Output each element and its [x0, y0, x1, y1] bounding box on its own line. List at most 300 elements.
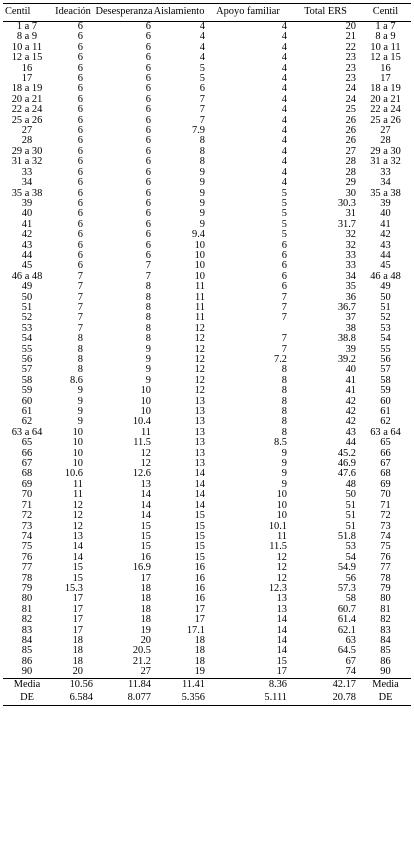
cell-aislamiento: 18	[194, 646, 205, 657]
cell-total-ers: 74	[291, 667, 360, 678]
cell-centil-left: 45	[21, 261, 33, 272]
cell-centil-left: 54	[21, 334, 33, 345]
cell-total-ers: 27	[345, 146, 356, 157]
cell-desesperanza: 11	[140, 427, 151, 438]
cell-aislamiento: 5	[199, 74, 205, 85]
cell-aislamiento: 11	[194, 313, 205, 324]
cell-apoyo-familiar: 4	[281, 105, 287, 116]
cell-centil-left: 79	[21, 583, 33, 594]
table-row	[3, 334, 411, 344]
table-row	[3, 157, 411, 167]
cell-ideacion: 8	[77, 365, 83, 376]
table-row	[3, 511, 411, 521]
cell-apoyo-familiar: 5	[281, 230, 287, 241]
cell-desesperanza: 6	[145, 42, 151, 53]
cell-ideacion: 6	[77, 74, 83, 85]
cell-desesperanza: 8	[145, 302, 151, 313]
cell-total-ers: 21	[345, 32, 356, 43]
table-row	[3, 605, 411, 615]
cell-centil-left: 22 a 24	[11, 105, 43, 116]
cell-desesperanza: 17	[140, 573, 151, 584]
cell-aislamiento: 15	[194, 521, 205, 532]
cell-total-ers: 36.7	[337, 302, 356, 313]
cell-total-ers: 23	[345, 63, 356, 74]
cell-desesperanza: 12	[140, 448, 151, 459]
cell-desesperanza: 18	[140, 583, 151, 594]
cell-desesperanza: 12	[140, 459, 151, 470]
cell-desesperanza: 18	[140, 615, 151, 626]
cell-apoyo-familiar: 8	[281, 407, 287, 418]
cell-aislamiento: 9	[199, 209, 205, 220]
cell-total-ers: 57.3	[337, 583, 356, 594]
cell-centil-right: 29 a 30	[370, 146, 401, 157]
cell-apoyo-familiar: 4	[281, 115, 287, 126]
cell-total-ers: 32	[345, 230, 356, 241]
cell-aislamiento: 8	[199, 136, 205, 147]
cell-centil-right: 20 a 21	[370, 94, 401, 105]
cell-total-ers: 46.9	[337, 459, 356, 470]
cell-total-ers: 30	[345, 188, 356, 199]
cell-desesperanza: 7	[145, 261, 151, 272]
cell-desesperanza: 8	[145, 323, 151, 334]
cell-aislamiento: 5	[199, 63, 205, 74]
cell-desesperanza: 6	[145, 21, 151, 32]
cell-total-ers: 51	[345, 500, 356, 511]
table-row	[3, 646, 411, 656]
cell-ideacion: 10	[72, 448, 83, 459]
cell-apoyo-familiar: 13	[276, 594, 287, 605]
footer-cell-centil-right: DE	[360, 692, 411, 706]
cell-total-ers: 26	[345, 136, 356, 147]
cell-aislamiento: 19	[153, 667, 205, 678]
table-row	[3, 220, 411, 230]
cell-ideacion: 7	[77, 292, 83, 303]
cell-desesperanza: 16.9	[132, 563, 151, 574]
cell-desesperanza: 27	[95, 667, 153, 678]
cell-total-ers: 36	[345, 292, 356, 303]
cell-aislamiento: 4	[199, 32, 205, 43]
table-row	[3, 365, 411, 375]
cell-total-ers: 29	[345, 178, 356, 189]
cell-centil-right: 8 a 9	[375, 32, 396, 43]
cell-aislamiento: 18	[194, 656, 205, 667]
cell-desesperanza: 14	[140, 511, 151, 522]
cell-desesperanza: 10	[140, 407, 151, 418]
table-row	[3, 209, 411, 219]
cell-total-ers: 26	[345, 126, 356, 137]
cell-total-ers: 58	[345, 594, 356, 605]
cell-aislamiento: 11	[194, 282, 205, 293]
cell-desesperanza: 8	[145, 282, 151, 293]
cell-centil-left: 16	[21, 63, 33, 74]
cell-centil-left: 82	[21, 615, 33, 626]
cell-centil-right: 53	[380, 323, 391, 334]
cell-ideacion: 6	[77, 115, 83, 126]
cell-apoyo-familiar: 15	[276, 656, 287, 667]
cell-centil-right: 33	[380, 167, 391, 178]
cell-centil-right: 62	[380, 417, 391, 428]
cell-apoyo-familiar: 10	[276, 500, 287, 511]
footer-cell-aislamiento: 11.41	[153, 678, 205, 692]
cell-aislamiento: 15	[194, 511, 205, 522]
cell-aislamiento: 11	[194, 302, 205, 313]
cell-ideacion: 14	[72, 552, 83, 563]
cell-ideacion: 6	[77, 126, 83, 137]
cell-ideacion: 6	[77, 32, 83, 43]
cell-centil-right: 60	[380, 396, 391, 407]
table-row	[3, 116, 411, 126]
cell-centil-left: 55	[21, 344, 33, 355]
cell-apoyo-familiar: 8	[281, 417, 287, 428]
table-row	[3, 43, 411, 53]
cell-centil-left: 46 a 48	[11, 271, 43, 282]
cell-total-ers: 63	[345, 635, 356, 646]
cell-apoyo-familiar: 8	[281, 427, 287, 438]
cell-centil-left: 68	[21, 469, 33, 480]
cell-apoyo-familiar: 4	[281, 167, 287, 178]
cell-aislamiento: 4	[199, 53, 205, 64]
cell-ideacion: 17	[72, 604, 83, 615]
cell-apoyo-familiar: 10	[276, 511, 287, 522]
footer-cell-desesperanza: 11.84	[95, 678, 153, 692]
cell-centil-left: 1 a 7	[16, 21, 38, 32]
cell-ideacion: 8.6	[70, 375, 83, 386]
cell-centil-left: 85	[21, 646, 33, 657]
cell-desesperanza: 6	[145, 240, 151, 251]
cell-aislamiento: 13	[194, 396, 205, 407]
table-row	[3, 417, 411, 427]
de-row	[3, 692, 411, 706]
cell-desesperanza: 9	[145, 365, 151, 376]
cell-total-ers: 42	[345, 417, 356, 428]
cell-desesperanza: 15	[140, 542, 151, 553]
cell-ideacion: 7	[77, 313, 83, 324]
cell-aislamiento: 4	[199, 21, 205, 32]
cell-aislamiento: 14	[194, 500, 205, 511]
cell-centil-left: 62	[21, 417, 33, 428]
cell-centil-left: 10 a 11	[11, 42, 43, 53]
cell-centil-right: 71	[380, 500, 391, 511]
cell-centil-right: 27	[380, 126, 391, 137]
table-row	[3, 667, 411, 678]
cell-apoyo-familiar: 12	[276, 563, 287, 574]
cell-desesperanza: 6	[145, 250, 151, 261]
cell-total-ers: 23	[345, 53, 356, 64]
cell-total-ers: 35	[345, 282, 356, 293]
cell-aislamiento: 9	[199, 219, 205, 230]
cell-desesperanza: 16	[140, 552, 151, 563]
cell-centil-left: 28	[21, 136, 33, 147]
cell-centil-right: 17	[380, 74, 391, 85]
cell-desesperanza: 9	[145, 375, 151, 386]
table-row	[3, 178, 411, 188]
cell-desesperanza: 6	[145, 32, 151, 43]
cell-apoyo-familiar: 9	[281, 479, 287, 490]
cell-centil-right: 25 a 26	[370, 115, 401, 126]
cell-centil-left: 40	[21, 209, 33, 220]
cell-ideacion: 15	[72, 573, 83, 584]
table-row	[3, 574, 411, 584]
table-row	[3, 657, 411, 667]
cell-centil-left: 8 a 9	[16, 32, 38, 43]
cell-total-ers: 54.9	[337, 563, 356, 574]
cell-centil-right: 61	[380, 407, 391, 418]
header-total-ers: Total ERS	[291, 4, 360, 22]
cell-aislamiento: 15	[194, 552, 205, 563]
cell-centil-right: 79	[380, 583, 391, 594]
cell-ideacion: 6	[77, 209, 83, 220]
cell-total-ers: 31	[345, 209, 356, 220]
cell-aislamiento: 12	[194, 375, 205, 386]
cell-desesperanza: 12.6	[132, 469, 151, 480]
cell-aislamiento: 12	[194, 344, 205, 355]
table-row	[3, 324, 411, 334]
cell-ideacion: 15	[72, 563, 83, 574]
cell-desesperanza: 18	[140, 594, 151, 605]
cell-centil-right: 82	[380, 615, 391, 626]
header-row	[3, 4, 411, 22]
cell-apoyo-familiar: 10	[276, 490, 287, 501]
cell-centil-right: 10 a 11	[370, 42, 401, 53]
cell-centil-right: 51	[380, 302, 391, 313]
cell-total-ers: 25	[345, 105, 356, 116]
cell-centil-right: 45	[380, 261, 391, 272]
cell-centil-right: 70	[380, 490, 391, 501]
cell-apoyo-familiar: 4	[281, 42, 287, 53]
table-row	[3, 407, 411, 417]
cell-total-ers: 43	[345, 427, 356, 438]
cell-centil-right: 56	[380, 355, 391, 365]
cell-apoyo-familiar: 6	[281, 271, 287, 282]
cell-apoyo-familiar: 5	[281, 198, 287, 209]
cell-centil-left: 74	[21, 531, 33, 542]
cell-aislamiento: 12	[194, 355, 205, 365]
cell-ideacion: 9	[77, 386, 83, 397]
cell-centil-left: 56	[21, 355, 33, 365]
cell-aislamiento: 14	[194, 479, 205, 490]
cell-total-ers: 42	[345, 396, 356, 407]
cell-total-ers: 32	[345, 240, 356, 251]
table-footer	[3, 678, 411, 705]
table-row	[3, 105, 411, 115]
cell-apoyo-familiar: 12	[276, 552, 287, 563]
cell-desesperanza: 6	[145, 136, 151, 147]
cell-centil-right: 68	[380, 469, 391, 480]
cell-centil-right: 65	[380, 438, 391, 449]
cell-centil-left: 35 a 38	[11, 188, 43, 199]
table-row	[3, 345, 411, 355]
cell-desesperanza: 15	[140, 531, 151, 542]
cell-centil-right: 44	[380, 250, 391, 261]
cell-apoyo-familiar: 4	[281, 21, 287, 32]
cell-total-ers: 23	[345, 74, 356, 85]
cell-desesperanza: 6	[145, 126, 151, 137]
cell-total-ers: 37	[345, 313, 356, 324]
cell-ideacion: 13	[72, 531, 83, 542]
cell-aislamiento: 17	[194, 604, 205, 615]
cell-total-ers: 67	[345, 656, 356, 667]
cell-desesperanza: 13	[140, 479, 151, 490]
cell-apoyo-familiar: 4	[281, 94, 287, 105]
cell-centil-right: 81	[380, 604, 391, 615]
cell-apoyo-familiar: 14	[276, 646, 287, 657]
cell-ideacion: 9	[77, 407, 83, 418]
cell-ideacion: 10	[72, 427, 83, 438]
cell-centil-left: 61	[21, 407, 33, 418]
cell-centil-left: 67	[21, 459, 33, 470]
cell-total-ers: 51	[345, 521, 356, 532]
cell-ideacion: 17	[72, 625, 83, 636]
cell-apoyo-familiar: 17	[205, 667, 291, 678]
cell-ideacion: 18	[72, 635, 83, 646]
cell-centil-right: 58	[380, 375, 391, 386]
cell-apoyo-familiar: 7	[281, 344, 287, 355]
table-row	[3, 282, 411, 292]
cell-apoyo-familiar: 7	[281, 313, 287, 324]
cell-centil-right: 84	[380, 635, 391, 646]
cell-centil-left: 49	[21, 282, 33, 293]
cell-ideacion: 10.6	[64, 469, 83, 480]
table-body	[3, 22, 411, 679]
footer-cell-aislamiento: 5.356	[153, 692, 205, 706]
cell-ideacion: 7	[77, 302, 83, 313]
cell-centil-right: 46 a 48	[370, 271, 401, 282]
table-row	[3, 428, 411, 438]
cell-total-ers: 28	[345, 157, 356, 168]
cell-ideacion: 8	[77, 355, 83, 365]
cell-total-ers: 45.2	[337, 448, 356, 459]
cell-centil-left: 33	[21, 167, 33, 178]
table-row	[3, 95, 411, 105]
cell-apoyo-familiar: 9	[281, 459, 287, 470]
cell-aislamiento: 14	[194, 469, 205, 480]
cell-centil-left: 75	[21, 542, 33, 553]
cell-centil-left: 53	[21, 323, 33, 334]
cell-total-ers: 64.5	[337, 646, 356, 657]
cell-centil-right: 66	[380, 448, 391, 459]
cell-apoyo-familiar: 12	[276, 573, 287, 584]
cell-ideacion: 6	[77, 188, 83, 199]
cell-centil-left: 50	[21, 292, 33, 303]
table-row	[3, 241, 411, 251]
cell-ideacion: 6	[77, 63, 83, 74]
cell-centil-right: 35 a 38	[370, 188, 401, 199]
cell-aislamiento: 9	[199, 178, 205, 189]
cell-ideacion: 9	[77, 396, 83, 407]
cell-apoyo-familiar: 14	[276, 625, 287, 636]
cell-aislamiento: 6	[199, 84, 205, 95]
cell-ideacion: 8	[77, 344, 83, 355]
cell-centil-left: 12 a 15	[11, 53, 43, 64]
cell-desesperanza: 6	[145, 115, 151, 126]
cell-ideacion: 6	[77, 261, 83, 272]
table-row	[3, 230, 411, 240]
cell-apoyo-familiar: 4	[281, 74, 287, 85]
cell-apoyo-familiar: 5	[281, 219, 287, 230]
cell-ideacion: 10	[72, 459, 83, 470]
cell-ideacion: 7	[77, 323, 83, 334]
cell-total-ers: 34	[345, 271, 356, 282]
cell-centil-left: 72	[21, 511, 33, 522]
cell-ideacion: 6	[77, 178, 83, 189]
cell-centil-left: 18 a 19	[11, 84, 43, 95]
cell-apoyo-familiar: 8	[281, 386, 287, 397]
cell-centil-right: 41	[380, 219, 391, 230]
cell-total-ers: 56	[345, 573, 356, 584]
cell-aislamiento: 7	[199, 115, 205, 126]
header-aislamiento: Aislamiento	[153, 4, 205, 22]
cell-total-ers: 30.3	[337, 198, 356, 209]
cell-desesperanza: 6	[145, 84, 151, 95]
cell-apoyo-familiar: 4	[281, 178, 287, 189]
cell-centil-left: 63 a 64	[11, 427, 43, 438]
cell-total-ers: 51.8	[337, 531, 356, 542]
cell-centil-right: 16	[380, 63, 391, 74]
cell-centil-left: 66	[21, 448, 33, 459]
cell-ideacion: 6	[77, 136, 83, 147]
cell-aislamiento: 16	[194, 563, 205, 574]
cell-apoyo-familiar: 14	[276, 615, 287, 626]
cell-total-ers: 26	[345, 115, 356, 126]
cell-apoyo-familiar: 12.3	[268, 583, 287, 594]
cell-ideacion: 18	[72, 656, 83, 667]
cell-aislamiento: 13	[194, 448, 205, 459]
cell-total-ers: 40	[345, 365, 356, 376]
cell-centil-right: 77	[380, 563, 391, 574]
cell-apoyo-familiar: 4	[281, 84, 287, 95]
header-ideacion: Ideación	[51, 4, 95, 22]
cell-apoyo-familiar: 4	[281, 146, 287, 157]
cell-ideacion: 11	[72, 490, 83, 501]
cell-total-ers: 48	[345, 479, 356, 490]
cell-apoyo-familiar: 4	[281, 32, 287, 43]
cell-ideacion: 7	[77, 271, 83, 282]
footer-cell-ideacion: 10.56	[51, 678, 95, 692]
cell-total-ers: 61.4	[337, 615, 356, 626]
cell-ideacion: 6	[77, 240, 83, 251]
table-row	[3, 147, 411, 157]
table-row	[3, 168, 411, 178]
table-row	[3, 532, 411, 542]
cell-aislamiento: 15	[194, 542, 205, 553]
cell-apoyo-familiar: 11	[276, 531, 287, 542]
cell-apoyo-familiar: 6	[281, 240, 287, 251]
cell-apoyo-familiar: 5	[281, 188, 287, 199]
cell-desesperanza: 8	[145, 334, 151, 345]
cell-centil-left: 27	[21, 126, 33, 137]
cell-ideacion: 6	[77, 219, 83, 230]
cell-total-ers: 47.6	[337, 469, 356, 480]
cell-desesperanza: 14	[140, 490, 151, 501]
cell-aislamiento: 9	[199, 188, 205, 199]
cell-desesperanza: 10	[140, 396, 151, 407]
table-row	[3, 584, 411, 594]
table-row	[3, 74, 411, 84]
cell-centil-left: 29 a 30	[11, 146, 43, 157]
table-row	[3, 251, 411, 261]
percentile-table	[3, 3, 411, 706]
table-row	[3, 480, 411, 490]
cell-aislamiento: 10	[194, 250, 205, 261]
cell-apoyo-familiar: 6	[281, 282, 287, 293]
cell-centil-left: 51	[21, 302, 33, 313]
cell-total-ers: 38	[345, 323, 356, 334]
cell-aislamiento: 13	[194, 459, 205, 470]
table-row	[3, 386, 411, 396]
cell-total-ers: 54	[345, 552, 356, 563]
cell-apoyo-familiar: 9	[281, 448, 287, 459]
cell-ideacion: 20	[51, 667, 95, 678]
